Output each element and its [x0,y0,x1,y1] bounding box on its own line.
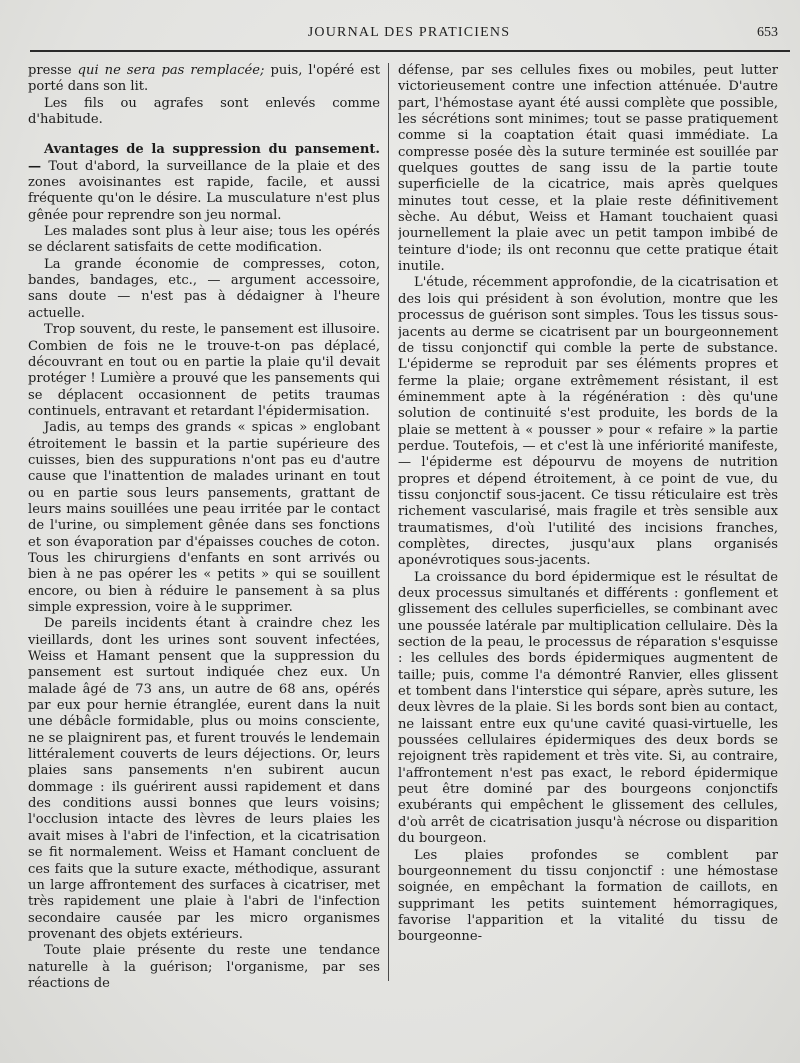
paragraph: La grande économie de compresses, coton, bandes, bandages, etc., — argument accessoire, sans doute — n'est pas à dédaigner à l'heure actuelle. [28,256,380,321]
running-header [30,22,788,48]
paragraph: Toute plaie présente du reste une tendance naturelle à la guérison; l'organisme, par ses réactions de [28,943,380,991]
journal-title: JOURNAL DES PRATICIENS [307,25,511,40]
paragraph: défense, par ses cellules fixes ou mobiles, peut lutter victorieusement contre une infection atténuée. D'autre part, l'hémostase ayant été aussi complète que possible, les sécrétions sont minimes; tout se passe pratiquement comme si la coaptation était quasi immédiate. La compresse posée dès la suture terminée est souillée par quelques gouttes de sang issu de la partie toute superficielle de la cicatrice, mais après quelques minutes tout cesse, et la plaie reste définitivement sèche. Au début, Weiss et Hamant touchaient quasi journellement la plaie avec un petit tampon imbibé de teinture d'iode; ils ont reconnu que cette pratique était inutile. [398,63,778,275]
paragraph: Trop souvent, du reste, le pansement est illusoire. Combien de fois ne le trouve-t-on pas déplacé, découvrant en tout ou en partie la plaie qu'il devait protéger ! Lumière a prouvé que les pansements qui se déplacent occasionnent de petits traumas continuels, entravant et retardant l'épidermisation. [28,322,380,419]
right-column [398,63,778,1053]
column-divider [388,63,389,981]
section-heading: Avantages de la suppression du pansement. — [28,142,380,174]
paragraph [28,63,380,96]
left-column [28,63,380,1053]
paragraph: Les malades sont plus à leur aise; tous les opérés se déclarent satisfaits de cette modification. [28,224,380,256]
paragraph: L'étude, récemment approfondie, de la cicatrisation et des lois qui président à son évolution, montre que les processus de guérison sont simples. Tous les tissus sous-jacents au derme se cicatrisent par un bourgeonnement de tissu conjonctif qui comble la perte de substance. L'épiderme se reproduit par ses éléments propres et ferme la plaie; organe extrêmement résistant, il est éminemment apte à la régénération : dès qu'une solution de continuité s'est produite, les bords de la plaie se mettent à « pousser » pour « refaire » la partie perdue. Toutefois, — et c'est là une infériorité manifeste, — l'épiderme est dépourvu de moyens de nutrition propres et dépend étroitement, à ce point de vue, du tissu conjonctif sous-jacent. Ce tissu réticulaire est très richement vascularisé, mais fragile et très sensible aux traumatismes, d'où l'utilité des incisions franches, complètes, directes, jusqu'aux plans organisés aponévrotiques sous-jacents. [398,275,778,569]
paragraph: La croissance du bord épidermique est le résultat de deux processus simultanés et différents : gonflement et glissement des cellules superficielles, se combinant avec une poussée latérale par multiplication cellulaire. Dès la section de la peau, le processus de réparation s'esquisse : les cellules des bords épidermiques augmentent de taille; puis, comme l'a démontré Ranvier, elles glissent et tombent dans l'interstice qui sépare, après suture, les deux lèvres de la plaie. Si les bords sont bien au contact, ne laissant entre eux qu'une cavité quasi-virtuelle, les poussées cellulaires épidermiques des deux bords se rejoignent très rapidement et très vite. Si, au contraire, l'affrontement n'est pas exact, le rebord épidermique peut être dominé par des bourgeons conjonctifs exubérants qui empêchent le glissement des cellules, d'où arrêt de cicatrisation jusqu'à nécrose ou disparition du bourgeon. [398,569,778,847]
paragraph: De pareils incidents étant à craindre chez les vieillards, dont les urines sont souvent infectées, Weiss et Hamant pensent que la suppression du pansement est surtout indiquée chez eux. Un malade âgé de 73 ans, un autre de 68 ans, opérés par eux pour hernie étranglée, eurent dans la nuit une débâcle formidable, plus ou moins consciente, ne se plaignirent pas, et furent trouvés le lendemain littéralement couverts de leurs déjections. Or, leurs plaies sans pansements n'en subirent aucun dommage : ils guérirent aussi rapidement et dans des conditions aussi bonnes que leurs voisins; l'occlusion intacte des lèvres de leurs plaies les avait mises à l'abri de l'infection, et la cicatrisation se fit normalement. Weiss et Hamant concluent de ces faits que la suture exacte, méthodique, assurant un large affrontement des surfaces à cicatriser, met très rapidement une plaie à l'abri de l'infection secondaire causée par les micro organismes provenant des objets extérieurs. [28,616,380,942]
paragraph-text: Tout d'abord, la surveillance de la plaie et des zones avoisinantes est rapide, facile, et aussi fréquente qu'on le désire. La musculature n'est plus gênée pour reprendre son jeu normal. [28,158,380,223]
paragraph: Jadis, au temps des grands « spicas » englobant étroitement le bassin et la partie supérieure des cuisses, bien des suppurations n'ont pas eu d'autre cause que l'inattention de malades urinant en tout ou en partie sous leurs pansements, grattant de leurs mains souillées une peau irritée par le contact de l'urine, ou simplement gênée dans ses fonctions et son évaporation par d'épaisses couches de coton. Tous les chirurgiens d'enfants en sont arrivés ou bien à ne pas opérer les « petits » qui se souillent encore, ou bien à réduire le pansement à sa plus simple expression, voire à le supprimer. [28,420,380,615]
paragraph-text: puis, l'opéré est porté dans son lit. [28,63,380,95]
italic-phrase: qui ne sera pas remplacée; [77,63,265,78]
header-rule [30,50,790,52]
paragraph [28,142,380,224]
page-number: 653 [757,25,778,40]
paragraph: Les fils ou agrafes sont enlevés comme d'habitude. [28,95,380,128]
paragraph: Les plaies profondes se comblent par bourgeonnement du tissu conjonctif : une hémostase soignée, en empêchant la formation de caillots, en supprimant les petits suintement hémorragiques, favorise l'apparition et la vitalité du tissu de bourgeonne- [398,847,778,945]
paragraph-text: presse [28,63,78,78]
